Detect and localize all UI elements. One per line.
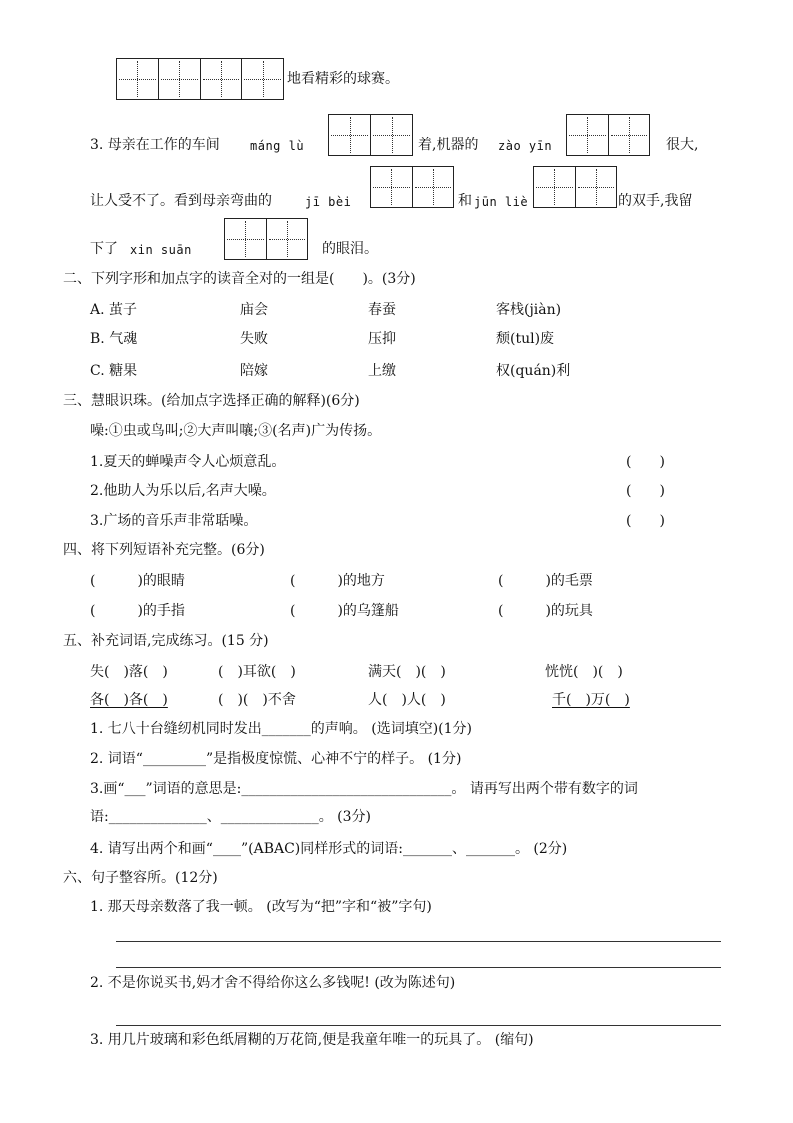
option-b-4: 颓(tul)废: [496, 331, 555, 347]
line3-text-c: 的双手,我留: [618, 193, 693, 209]
idiom-1[interactable]: 失( )落( ): [90, 664, 168, 680]
idiom-3[interactable]: 满天( )( ): [368, 664, 446, 680]
phrase-blank-1[interactable]: ( )的眼睛: [90, 573, 185, 589]
pinyin-jibei: jī bèi: [305, 195, 352, 209]
idiom-7[interactable]: 人( )人( ): [368, 692, 446, 708]
phrase-blank-6[interactable]: ( )的玩具: [498, 603, 593, 619]
option-a-4: 客栈(jiàn): [496, 302, 562, 318]
char-grid-jibei[interactable]: [370, 166, 454, 208]
q3-text-a: 3. 母亲在工作的车间: [90, 137, 220, 153]
section3-item-2: 2.他助人为乐以后,名声大噪。: [90, 483, 276, 499]
option-c-4: 权(quán)利: [496, 363, 571, 379]
option-c-1[interactable]: C. 糖果: [90, 363, 138, 379]
pinyin-junlie: jūn liè: [474, 195, 529, 209]
section6-q2: 2. 不是你说买书,妈才舍不得给你这么多钱呢! (改为陈述句): [90, 975, 456, 991]
section5-q3-line2[interactable]: 语:______________、______________。 (3分): [90, 809, 371, 825]
phrase-blank-5[interactable]: ( )的乌篷船: [290, 603, 399, 619]
answer-line-2[interactable]: [116, 967, 721, 968]
phrase-blank-2[interactable]: ( )的地方: [290, 573, 385, 589]
answer-line-1[interactable]: [116, 941, 721, 942]
q3-text-c: 很大,: [666, 137, 699, 153]
section6-title: 六、句子整容所。(12分): [63, 870, 218, 886]
option-c-3: 上缴: [368, 363, 396, 379]
section6-q3: 3. 用几片玻璃和彩色纸屑糊的万花筒,便是我童年唯一的玩具了。 (缩句): [90, 1032, 534, 1048]
char-grid-1[interactable]: [116, 58, 284, 100]
section3-definition: 噪:①虫或鸟叫;②大声叫嚷;③(名声)广为传扬。: [90, 423, 382, 439]
char-grid-junlie[interactable]: [533, 166, 617, 208]
pinyin-xinsuan: xin suān: [130, 243, 192, 257]
section3-item-3: 3.广场的音乐声非常聒噪。: [90, 513, 258, 529]
option-b-2: 失败: [240, 331, 268, 347]
phrase-blank-3[interactable]: ( )的毛票: [498, 573, 593, 589]
idiom-8-underlined[interactable]: 千( )万( ): [552, 692, 630, 708]
pinyin-manglu: máng lù: [250, 139, 305, 153]
phrase-blank-4[interactable]: ( )的手指: [90, 603, 185, 619]
line4-text-b: 的眼泪。: [322, 241, 378, 257]
idiom-6[interactable]: ( )( )不舍: [218, 692, 296, 708]
section3-title: 三、慧眼识珠。(给加点字选择正确的解释)(6分): [63, 393, 360, 409]
idiom-2[interactable]: ( )耳欲( ): [218, 664, 296, 680]
answer-paren-1[interactable]: ( ): [626, 454, 665, 470]
section5-q2[interactable]: 2. 词语“_________”是指极度惊慌、心神不宁的样子。 (1分): [90, 751, 462, 767]
line1-tail: 地看精彩的球赛。: [287, 71, 399, 87]
q3-text-b: 着,机器的: [418, 137, 479, 153]
answer-line-3[interactable]: [116, 1025, 721, 1026]
line4-text-a: 下了: [90, 241, 118, 257]
section5-q4[interactable]: 4. 请写出两个和画“____”(ABAC)同样形式的词语:_______、_______。 (2分): [90, 841, 568, 857]
answer-paren-3[interactable]: ( ): [626, 513, 665, 529]
idiom-4[interactable]: 恍恍( )( ): [545, 664, 623, 680]
line3-text-b: 和: [458, 193, 472, 209]
option-a-1[interactable]: A. 茧子: [90, 302, 138, 318]
char-grid-xinsuan[interactable]: [224, 218, 308, 260]
section3-item-1: 1.夏天的蝉噪声令人心烦意乱。: [90, 454, 286, 470]
pinyin-zaoyin: zào yīn: [498, 139, 553, 153]
line3-text-a: 让人受不了。看到母亲弯曲的: [90, 193, 272, 209]
char-grid-manglu[interactable]: [328, 114, 413, 156]
option-b-3: 压抑: [368, 331, 396, 347]
option-a-2: 庙会: [240, 302, 268, 318]
section6-q1: 1. 那天母亲数落了我一顿。 (改写为“把”字和“被”字句): [90, 899, 432, 915]
section5-title: 五、补充词语,完成练习。(15 分): [63, 633, 269, 649]
section4-title: 四、将下列短语补充完整。(6分): [63, 542, 265, 558]
section2-title: 二、下列字形和加点字的读音全对的一组是( )。(3分): [63, 271, 416, 287]
section5-q1[interactable]: 1. 七八十台缝纫机同时发出_______的声响。 (选词填空)(1分): [90, 721, 473, 737]
option-c-2: 陪嫁: [240, 363, 268, 379]
section5-q3-line1[interactable]: 3.画“___”词语的意思是:______________________________。 请再写出两个带有数字的词: [90, 781, 638, 797]
option-b-1[interactable]: B. 气魂: [90, 331, 138, 347]
idiom-5-underlined[interactable]: 各( )各( ): [90, 692, 168, 708]
option-a-3: 春蚕: [368, 302, 396, 318]
char-grid-zaoyin[interactable]: [566, 114, 650, 156]
answer-paren-2[interactable]: ( ): [626, 483, 665, 499]
